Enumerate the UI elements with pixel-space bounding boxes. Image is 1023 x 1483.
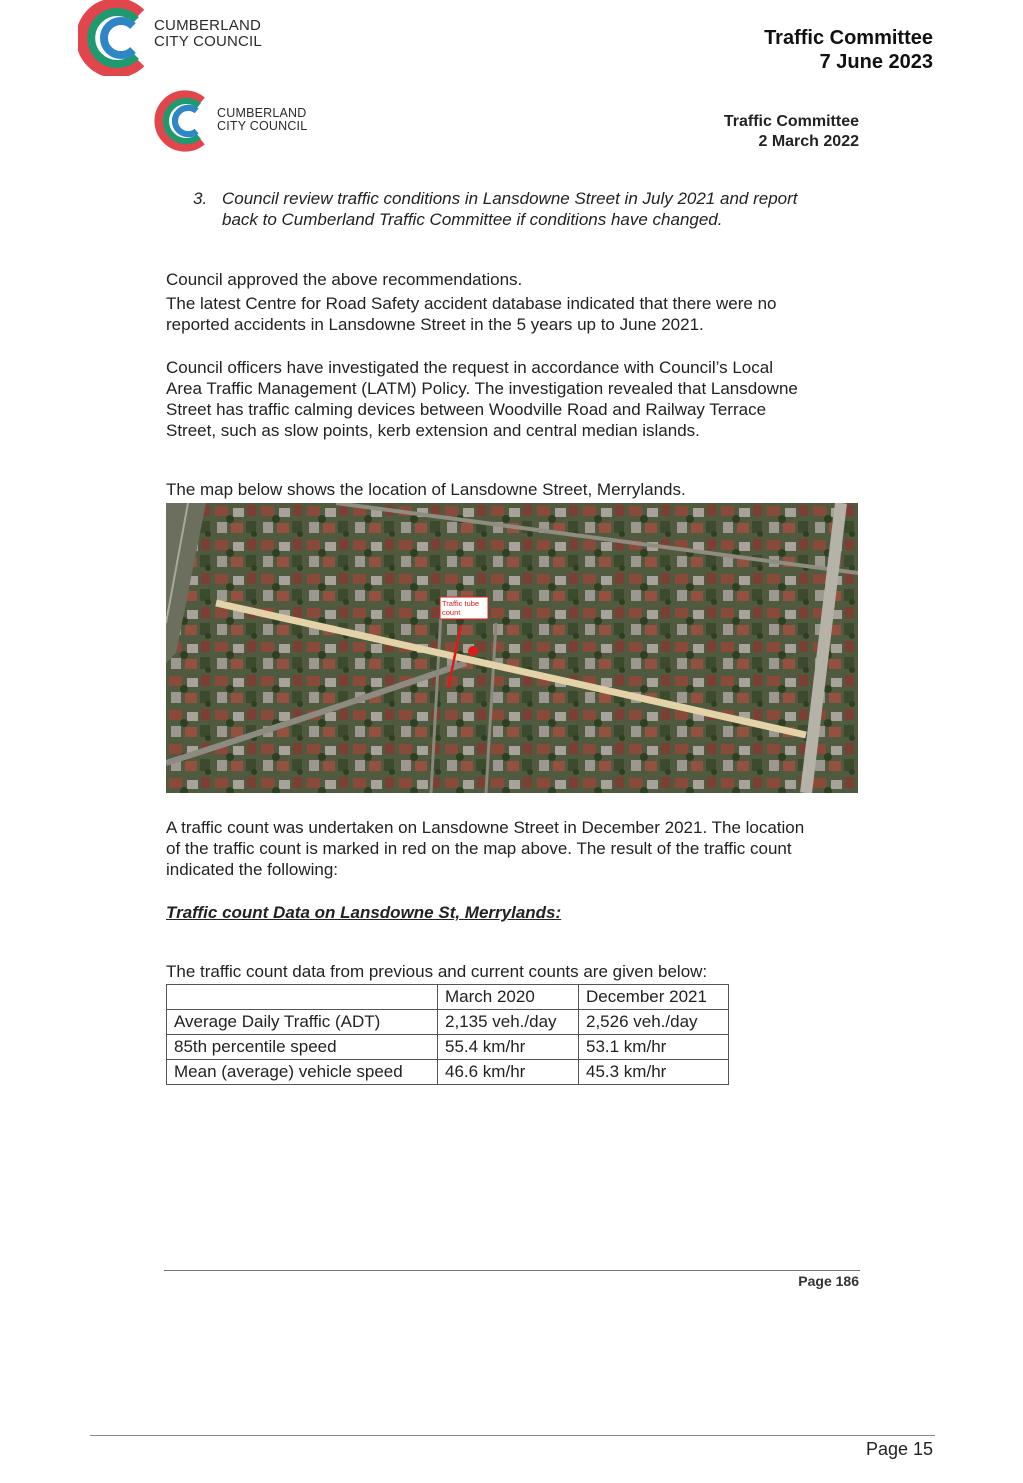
council-logo-icon xyxy=(78,0,158,76)
recommendation-3 xyxy=(193,188,873,230)
outer-header-right xyxy=(764,26,933,74)
table-cell: 45.3 km/hr xyxy=(579,1060,729,1085)
p5-line3: indicated the following: xyxy=(166,860,339,879)
paragraph-accidents xyxy=(166,293,776,335)
outer-org-name xyxy=(154,18,262,50)
section-heading: Traffic count Data on Lansdowne St, Merrylands: xyxy=(166,903,562,922)
paragraph-investigation xyxy=(166,357,798,441)
inner-org-line2: CITY COUNCIL xyxy=(217,119,308,134)
map-label-line1: Traffic tube xyxy=(442,599,480,608)
traffic-count-table xyxy=(166,984,729,1085)
table-cell: 85th percentile speed xyxy=(167,1035,438,1060)
outer-meeting-date: 7 June 2023 xyxy=(819,51,933,73)
table-cell: 2,135 veh./day xyxy=(438,1010,579,1035)
inner-page-number: Page 186 xyxy=(798,1273,859,1289)
map-marker-label xyxy=(442,599,479,617)
rec-line2: back to Cumberland Traffic Committee if conditions have changed. xyxy=(222,210,723,229)
outer-page-number: Page 15 xyxy=(865,1439,933,1459)
outer-org-line2: CITY COUNCIL xyxy=(154,32,262,50)
inner-meeting-date: 2 March 2022 xyxy=(758,133,859,150)
paragraph-approved: Council approved the above recommendations. xyxy=(166,270,523,289)
inner-committee-title: Traffic Committee xyxy=(723,113,859,130)
p5-line2: of the traffic count is marked in red on the map above. The result of the traffic count xyxy=(166,839,792,858)
inner-org-name xyxy=(217,107,307,133)
table-row xyxy=(167,1035,729,1060)
p3-line2: Area Traffic Management (LATM) Policy. The investigation revealed that Lansdowne xyxy=(166,379,798,398)
p2-line2: reported accidents in Lansdowne Street in the 5 years up to June 2021. xyxy=(166,315,704,334)
table-cell: 2,526 veh./day xyxy=(579,1010,729,1035)
aerial-map xyxy=(166,503,858,793)
table-cell: 46.6 km/hr xyxy=(438,1060,579,1085)
table-cell: 53.1 km/hr xyxy=(579,1035,729,1060)
table-row xyxy=(167,1060,729,1085)
rec-number: 3. xyxy=(193,189,208,208)
table-header-cell: March 2020 xyxy=(438,985,579,1010)
paragraph-traffic-count xyxy=(166,817,804,880)
rec-line1: Council review traffic conditions in Lansdowne Street in July 2021 and report xyxy=(222,189,798,208)
p3-line3: Street has traffic calming devices between Woodville Road and Railway Terrace xyxy=(166,400,767,419)
inner-org-line1: CUMBERLAND xyxy=(217,106,307,120)
table-cell: Mean (average) vehicle speed xyxy=(167,1060,438,1085)
table-header-row xyxy=(167,985,729,1010)
inner-header-right xyxy=(724,112,859,152)
inner-footer-rule xyxy=(164,1270,860,1271)
outer-logo xyxy=(78,0,158,76)
outer-footer-rule xyxy=(90,1435,935,1436)
outer-org-line1: CUMBERLAND xyxy=(154,17,262,34)
p2-line1: The latest Centre for Road Safety accident database indicated that there were no xyxy=(166,294,777,313)
paragraph-table-intro: The traffic count data from previous and current counts are given below: xyxy=(166,962,708,981)
table-header-cell xyxy=(167,985,438,1010)
p3-line4: Street, such as slow points, kerb extension and central median islands. xyxy=(166,421,700,440)
paragraph-map-intro: The map below shows the location of Lansdowne Street, Merrylands. xyxy=(166,480,686,499)
p3-line1: Council officers have investigated the request in accordance with Council’s Local xyxy=(166,358,773,377)
table-cell: 55.4 km/hr xyxy=(438,1035,579,1060)
inner-logo xyxy=(154,90,216,152)
outer-committee-title: Traffic Committee xyxy=(764,27,933,49)
council-logo-icon xyxy=(154,90,216,152)
table-row xyxy=(167,1010,729,1035)
map-label-line2: count xyxy=(442,608,461,617)
aerial-map-image xyxy=(166,503,858,793)
table-header-cell: December 2021 xyxy=(579,985,729,1010)
table-cell: Average Daily Traffic (ADT) xyxy=(167,1010,438,1035)
p5-line1: A traffic count was undertaken on Lansdowne Street in December 2021. The location xyxy=(166,818,805,837)
